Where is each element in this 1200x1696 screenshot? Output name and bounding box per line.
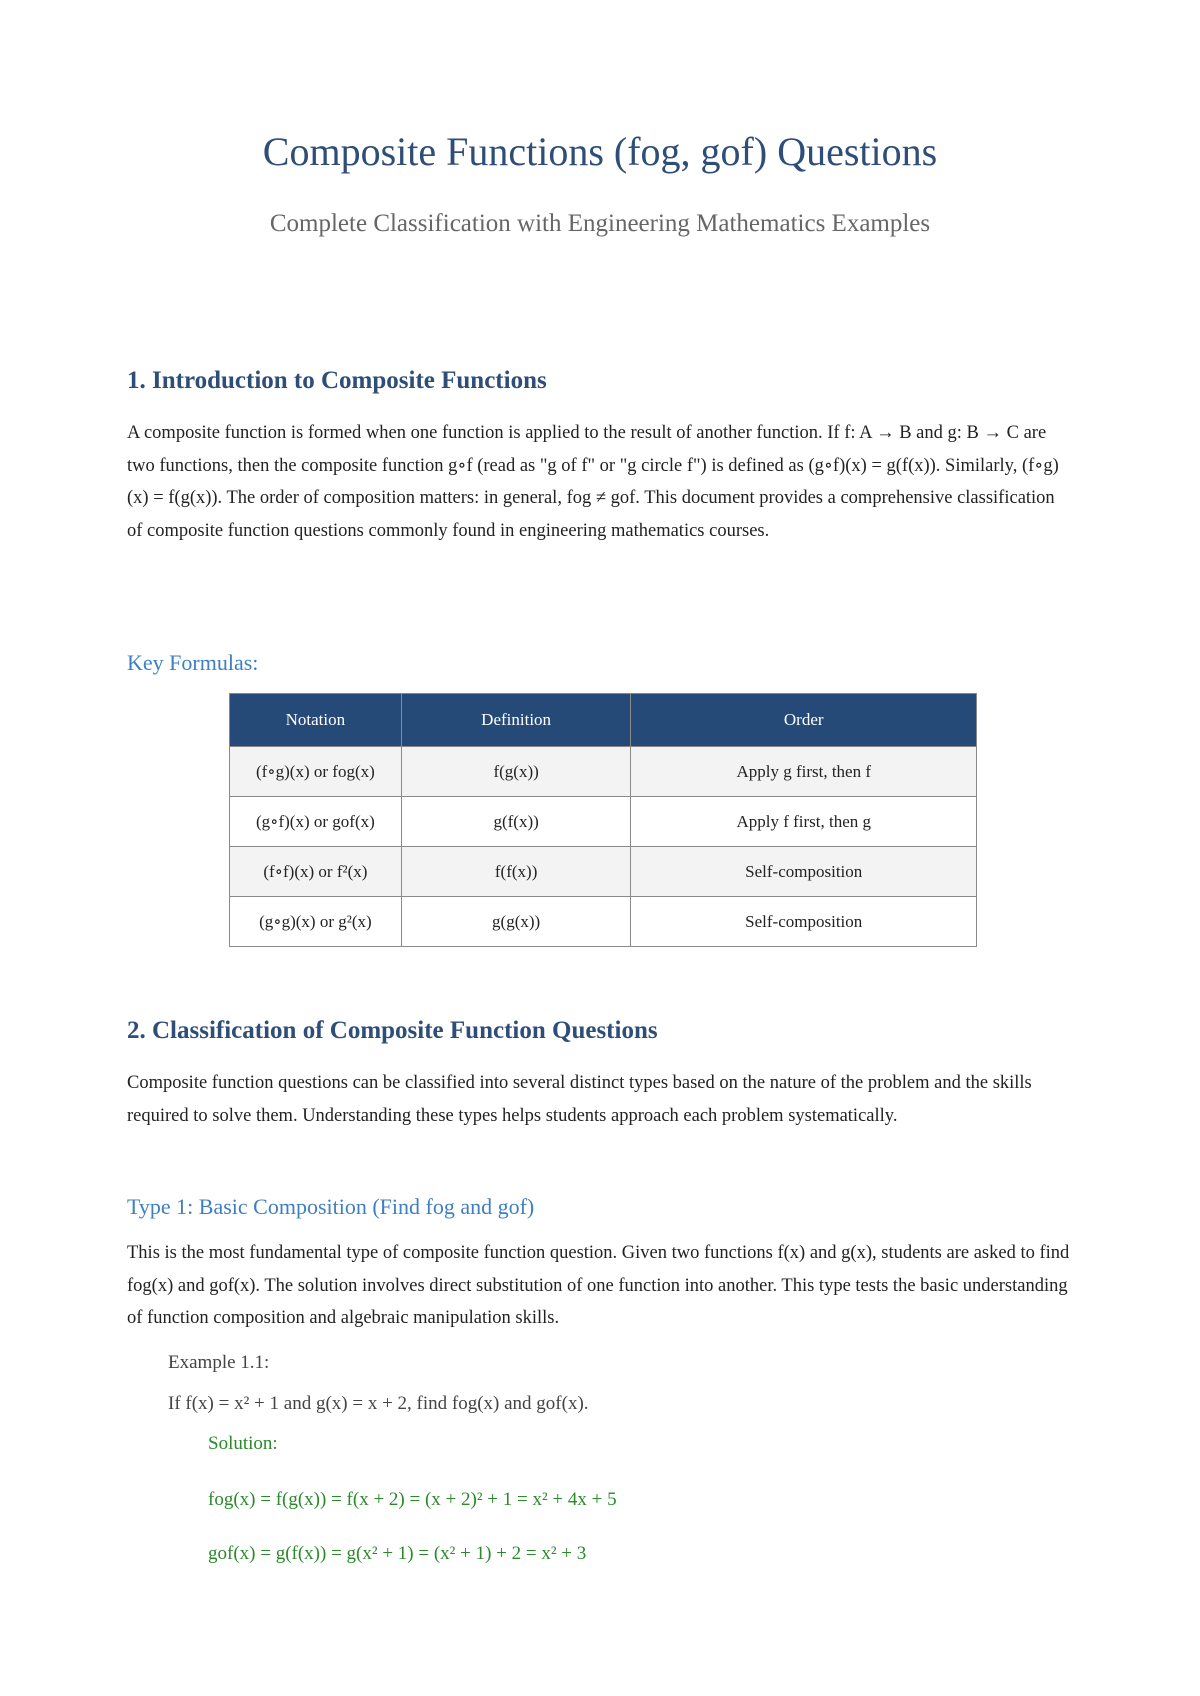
- table-header-definition: Definition: [401, 694, 631, 747]
- table-cell-notation: (f∘f)(x) or f²(x): [230, 847, 402, 897]
- type-1-paragraph: This is the most fundamental type of composite function question. Given two functions f(x) and g(x), students are asked to find fog(x) and gof(x). The solution involves direct substitution of one function into another. This type tests the basic understanding of function composition and algebraic manipulation skills.: [127, 1243, 1070, 1328]
- solution-line-fog: fog(x) = f(g(x)) = f(x + 2) = (x + 2)² + 1 = x² + 4x + 5: [208, 1489, 617, 1510]
- section-2-paragraph: Composite function questions can be classified into several distinct types based on the nature of the problem and the skills required to solve them. Understanding these types helps students approach each problem systematically.: [127, 1073, 1032, 1126]
- table-cell-order: Self-composition: [631, 847, 977, 897]
- table-header-notation: Notation: [230, 694, 402, 747]
- table-cell-order: Self-composition: [631, 897, 977, 947]
- key-formulas-table: [229, 693, 977, 947]
- table-cell-notation: (g∘f)(x) or gof(x): [230, 797, 402, 847]
- document-subtitle: Complete Classification with Engineering Mathematics Examples: [269, 210, 931, 237]
- table-row: [230, 847, 977, 897]
- key-formulas-heading: Key Formulas:: [127, 650, 259, 675]
- table-cell-definition: f(f(x)): [401, 847, 631, 897]
- table-cell-definition: g(g(x)): [401, 897, 631, 947]
- table-cell-notation: (f∘g)(x) or fog(x): [230, 747, 402, 797]
- example-question: If f(x) = x² + 1 and g(x) = x + 2, find fog(x) and gof(x).: [168, 1393, 589, 1414]
- type-1-heading: Type 1: Basic Composition (Find fog and gof): [127, 1194, 535, 1219]
- section-1-heading: 1. Introduction to Composite Functions: [127, 367, 547, 394]
- table-cell-notation: (g∘g)(x) or g²(x): [230, 897, 402, 947]
- table-header-order: Order: [631, 694, 977, 747]
- table-row: [230, 747, 977, 797]
- table-header-row: [230, 694, 977, 747]
- table-cell-definition: f(g(x)): [401, 747, 631, 797]
- example-label: Example 1.1:: [168, 1352, 270, 1373]
- section-1-paragraph: A composite function is formed when one function is applied to the result of another function. If f: A → B and g: B → C are two functions, then the composite function g∘f (read as "g of f" or "g circle f") is defined as (g∘f)(x) = g(f(x)). Similarly, (f∘g)(x) = f(g(x)). The order of composition matters: in general, fog ≠ gof. This document provides a comprehensive classification of composite function questions commonly found in engineering mathematics courses.: [127, 423, 1059, 541]
- table-cell-definition: g(f(x)): [401, 797, 631, 847]
- section-2-heading: 2. Classification of Composite Function Questions: [127, 1017, 658, 1044]
- solution-label: Solution:: [208, 1433, 278, 1454]
- table-cell-order: Apply g first, then f: [631, 747, 977, 797]
- table-cell-order: Apply f first, then g: [631, 797, 977, 847]
- table-row: [230, 797, 977, 847]
- document-title: Composite Functions (fog, gof) Questions: [262, 129, 938, 174]
- solution-line-gof: gof(x) = g(f(x)) = g(x² + 1) = (x² + 1) + 2 = x² + 3: [208, 1543, 587, 1564]
- table-row: [230, 897, 977, 947]
